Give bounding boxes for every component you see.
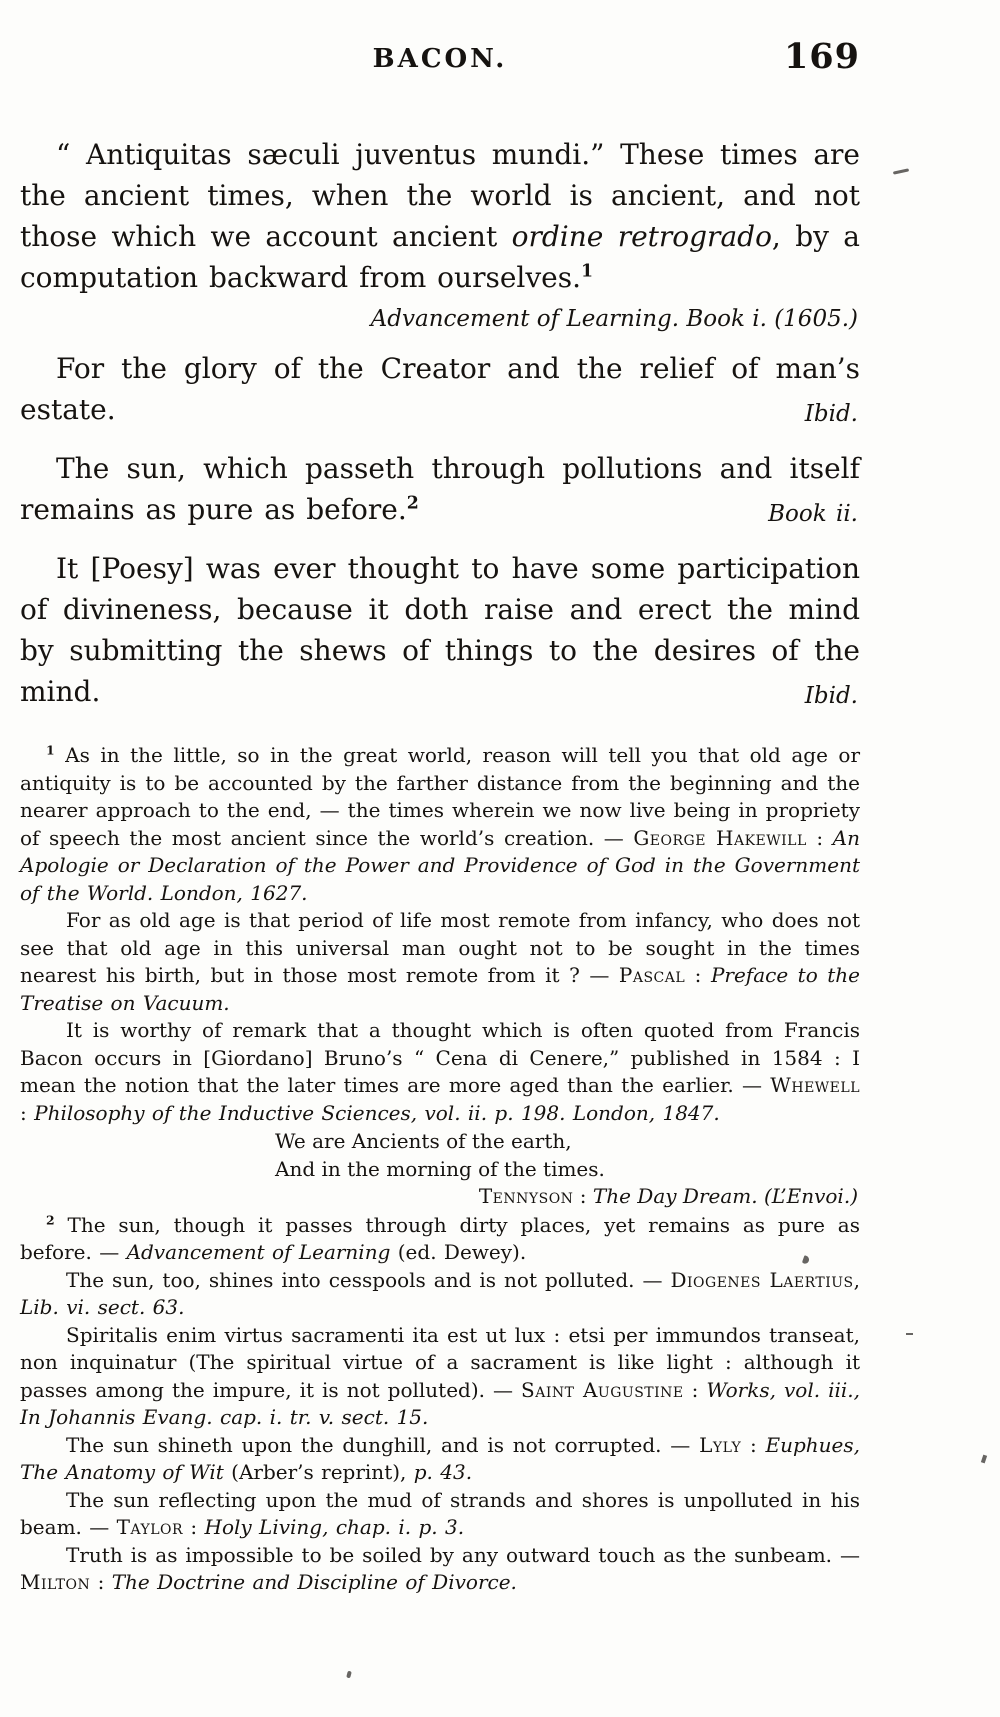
footnote-paragraph: Spiritalis enim virtus sacramenti ita est ut lux : etsi per immundos transeat, non inquinatur (The spiritual virtue of a sacrament is like light : although it passes among the impure, it is not polluted). — Saint Augustine : Works, vol. iii., In Johannis Evang. cap. i. tr. v. sect. 15.: [20, 1322, 860, 1429]
quote-attribution: Advancement of Learning. Book i. (1605.): [370, 306, 858, 332]
quote-paragraph: [20, 348, 860, 430]
quote-attribution: Book ii.: [768, 501, 858, 527]
quote-text: “ Antiquitas sæculi juventus mundi.” These times are the ancient times, when the world is ancient, and not those which we account ancient ordine retrogrado, by a computation backward from ourselves.$^1$: [20, 138, 860, 294]
quote-text: The sun, which passeth through pollutions and itself remains as pure as before.$^2$: [20, 452, 860, 526]
quote-text: For the glory of the Creator and the relief of man’s estate.: [20, 352, 860, 426]
scan-artifact: [981, 1455, 987, 1464]
page-number: 169: [783, 36, 860, 77]
quote-attribution: Ibid.: [804, 683, 858, 709]
footnote-paragraph: The sun, too, shines into cesspools and is not polluted. — Diogenes Laertius, Lib. vi. sect. 63.: [20, 1267, 860, 1319]
footnote-paragraph: Truth is as impossible to be soiled by any outward touch as the sunbeam. — Milton : The Doctrine and Discipline of Divorce.: [20, 1542, 860, 1594]
footnote-paragraph: $^1$ As in the little, so in the great world, reason will tell you that old age or antiquity is to be accounted by the farther distance from the beginning and the nearer approach to the end, — the times wherein we now live being in propriety of speech the most ancient since the world’s creation. — George Hakewill : An Apologie or Declaration of the Power and Providence of God in the Government of the World. London, 1627.: [20, 742, 860, 905]
footnote-paragraph: The sun reflecting upon the mud of strands and shores is unpolluted in his beam. — Taylor : Holy Living, chap. i. p. 3.: [20, 1487, 860, 1539]
scan-artifact: [906, 1333, 913, 1335]
poem-attribution: Tennyson : The Day Dream. (L’Envoi.): [478, 1184, 858, 1208]
poem-line: And in the morning of the times.: [275, 1156, 605, 1181]
footnote-paragraph: $^2$ The sun, though it passes through dirty places, yet remains as pure as before. — Advancement of Learning (ed. Dewey).: [20, 1211, 860, 1264]
poem-block: [20, 1128, 860, 1211]
quote-text: It [Poesy] was ever thought to have some participation of divineness, because it doth raise and erect the mind by submitting the shews of things to the desires of the mind.: [20, 552, 860, 708]
footnotes-section: [20, 742, 860, 1597]
scan-artifact: [346, 1671, 352, 1679]
quote-paragraph: [20, 134, 860, 298]
quotes-section: [20, 134, 860, 712]
footnote-paragraph: For as old age is that period of life most remote from infancy, who does not see that old age in this universal man ought not to be sought in the times nearest his birth, but in those most remote from it ? — Pascal : Preface to the Treatise on Vacuum.: [20, 908, 861, 1015]
footnote-paragraph: It is worthy of remark that a thought which is often quoted from Francis Bacon occurs in [Giordano] Bruno’s “ Cena di Cenere,” published in 1584 : I mean the notion that the later times are more aged than the earlier. — Whewell : Philosophy of the Inductive Sciences, vol. ii. p. 198. London, 1847.: [20, 1018, 860, 1125]
scan-artifact: [893, 168, 909, 174]
running-header: [20, 0, 860, 100]
quote-paragraph: [20, 548, 860, 712]
running-head-title: BACON.: [372, 44, 508, 74]
quote-attribution: Ibid.: [804, 401, 858, 427]
quote-paragraph: [20, 448, 860, 530]
text-column: [20, 0, 860, 1597]
poem-line: We are Ancients of the earth,: [275, 1129, 572, 1153]
footnote-paragraph: The sun shineth upon the dunghill, and is not corrupted. — Lyly : Euphues, The Anatomy of Wit (Arber’s reprint), p. 43.: [20, 1432, 861, 1484]
